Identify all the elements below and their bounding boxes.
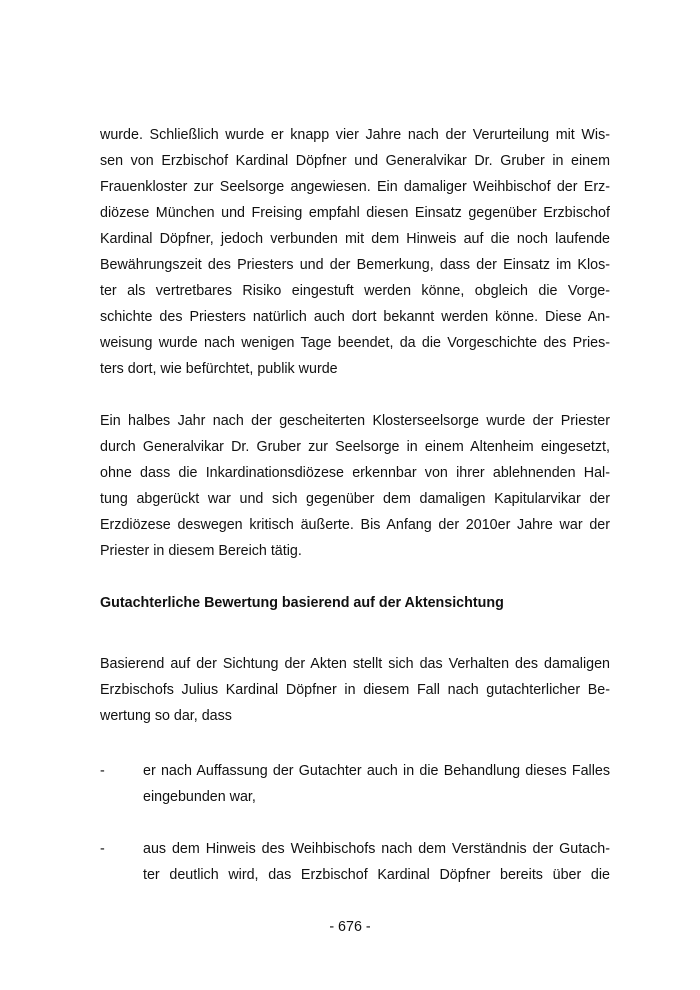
bullet-line: ter deutlich wird, das Erzbischof Kardinal Döpfner bereits über die xyxy=(143,867,610,883)
page-number: - 676 - xyxy=(329,919,371,935)
paragraph-1-line: ter als vertretbares Risiko eingestuft werden könne, obgleich die Vorge- xyxy=(100,283,610,299)
paragraph-1-line: schichte des Priesters natürlich auch dort bekannt werden könne. Diese An- xyxy=(100,309,610,325)
bullet-line: aus dem Hinweis des Weihbischofs nach dem Verständnis der Gutach- xyxy=(143,841,610,857)
section-heading: Gutachterliche Bewertung basierend auf der Aktensichtung xyxy=(100,595,504,611)
paragraph-1-line: ters dort, wie befürchtet, publik wurde xyxy=(100,361,338,377)
paragraph-1-line: sen von Erzbischof Kardinal Döpfner und Generalvikar Dr. Gruber in einem xyxy=(100,153,610,169)
paragraph-1-line: Frauenkloster zur Seelsorge angewiesen. Ein damaliger Weihbischof der Erz- xyxy=(100,179,610,195)
bullet-dash: - xyxy=(100,841,105,857)
bullet-line: eingebunden war, xyxy=(143,789,256,805)
paragraph-2-line: tung abgerückt war und sich gegenüber dem damaligen Kapitularvikar der xyxy=(100,491,610,507)
bullet-line: er nach Auffassung der Gutachter auch in die Behandlung dieses Falles xyxy=(143,763,610,779)
paragraph-1-line: Bewährungszeit des Priesters und der Bemerkung, dass der Einsatz im Klos- xyxy=(100,257,610,273)
bullet-dash: - xyxy=(100,763,105,779)
paragraph-2-line: Priester in diesem Bereich tätig. xyxy=(100,543,302,559)
paragraph-1-line: weisung wurde nach wenigen Tage beendet, da die Vorgeschichte des Pries- xyxy=(100,335,610,351)
paragraph-1-line: diözese München und Freising empfahl diesen Einsatz gegenüber Erzbischof xyxy=(100,205,610,221)
paragraph-2-line: Erzdiözese deswegen kritisch äußerte. Bis Anfang der 2010er Jahre war der xyxy=(100,517,610,533)
paragraph-3-line: wertung so dar, dass xyxy=(100,708,232,724)
paragraph-2-line: Ein halbes Jahr nach der gescheiterten Klosterseelsorge wurde der Priester xyxy=(100,413,610,429)
paragraph-1-line: wurde. Schließlich wurde er knapp vier Jahre nach der Verurteilung mit Wis- xyxy=(100,127,610,143)
paragraph-2-line: ohne dass die Inkardinationsdiözese erkennbar von ihrer ablehnenden Hal- xyxy=(100,465,610,481)
paragraph-3-line: Basierend auf der Sichtung der Akten stellt sich das Verhalten des damaligen xyxy=(100,656,610,672)
paragraph-1-line: Kardinal Döpfner, jedoch verbunden mit dem Hinweis auf die noch laufende xyxy=(100,231,610,247)
paragraph-3-line: Erzbischofs Julius Kardinal Döpfner in diesem Fall nach gutachterlicher Be- xyxy=(100,682,610,698)
paragraph-2-line: durch Generalvikar Dr. Gruber zur Seelsorge in einem Altenheim eingesetzt, xyxy=(100,439,610,455)
